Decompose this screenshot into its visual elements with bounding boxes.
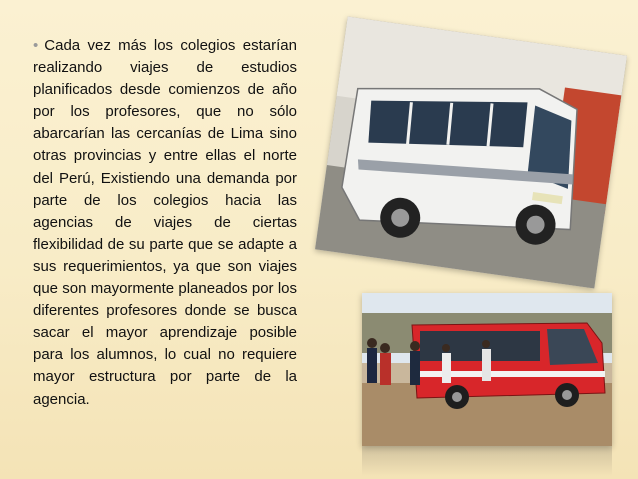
paragraph: Cada vez más los colegios estarían realizando viajes de estudios planificados desde comienzos de año por los profesores, que no sólo abarcarían las cercanías de Lima sino otras provincias y entre ellas el norte del Perú, Existiendo una demanda por parte de los colegios hacia las agencias de viajes de ciertas flexibilidad de su parte que se adapte a sus requerimientos, ya que son viajes que son mayormente planeados por los diferentes profesores donde se busca sacar el mayor aprendizaje posible para los alumnos, lo cual no requiere mayor estructura por parte de la agencia. [33,37,297,408]
bullet-icon: • [33,37,39,54]
white-bus-illustration [315,17,627,289]
red-bus-photo [362,293,612,446]
red-bus-illustration [362,293,612,446]
photo-reflection [362,446,612,476]
white-bus-photo [315,17,627,289]
body-text [33,35,297,411]
